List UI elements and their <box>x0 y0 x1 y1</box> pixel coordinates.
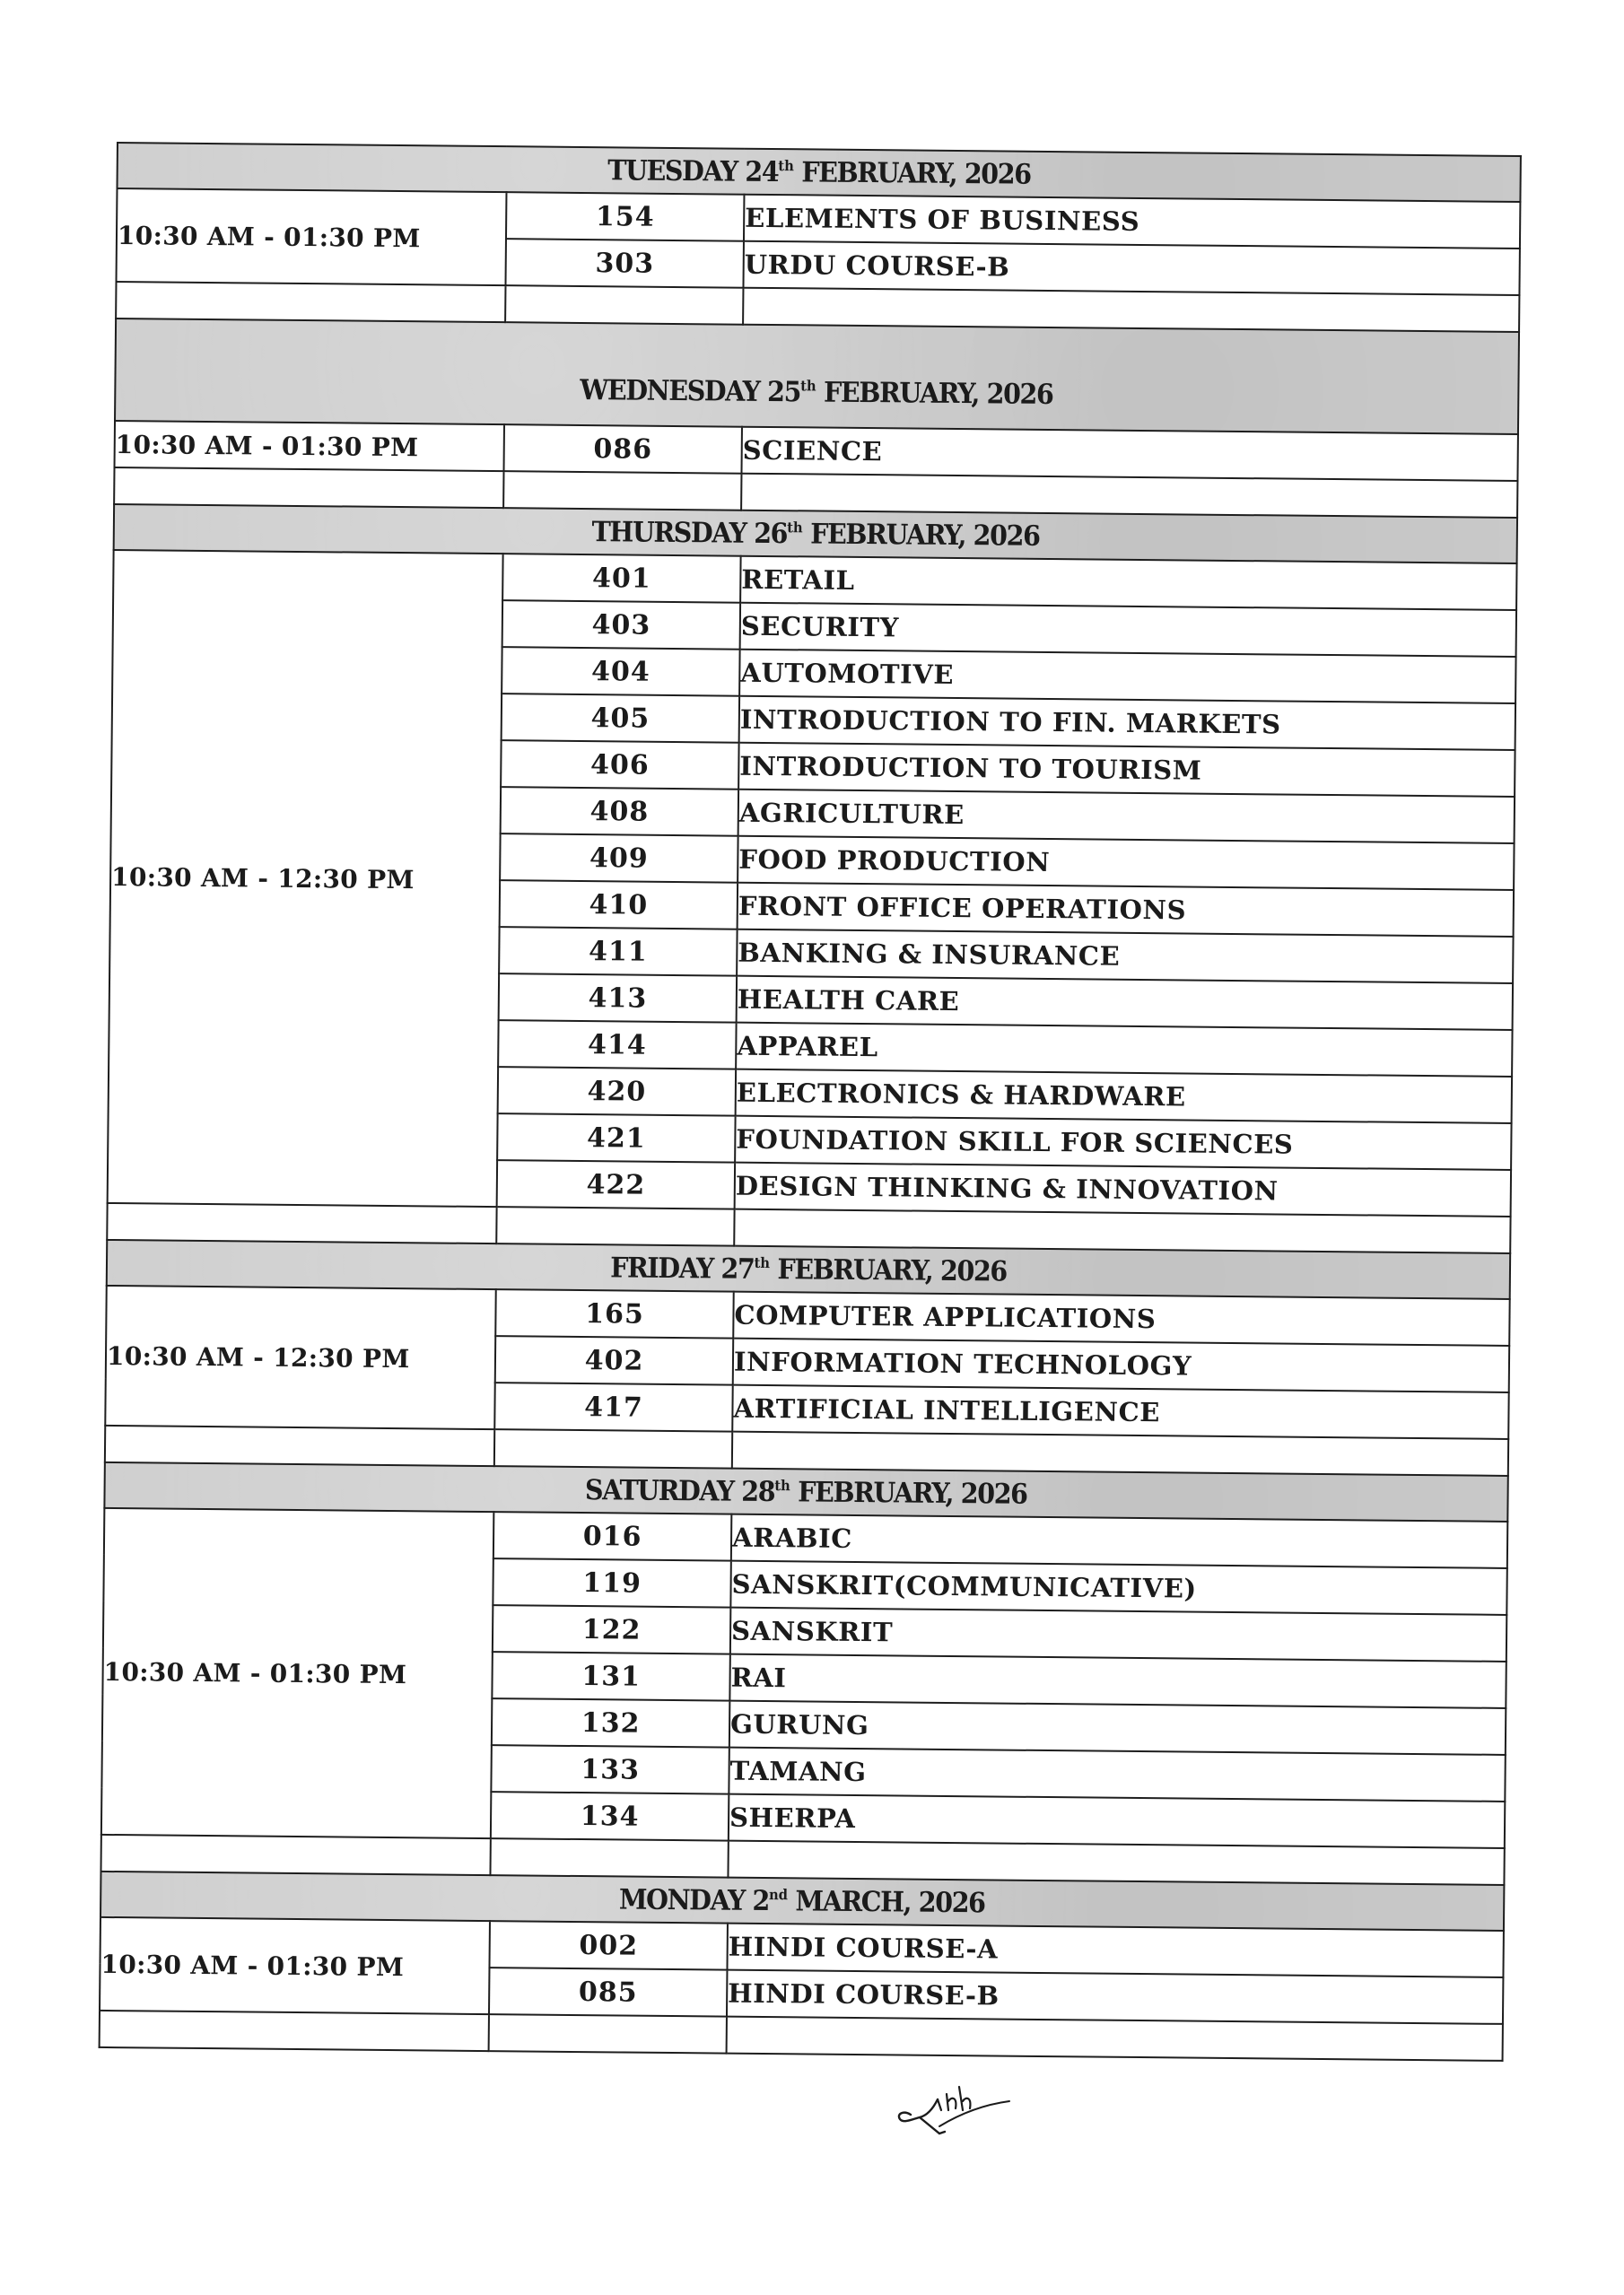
subject-code: 132 <box>492 1698 729 1748</box>
subject-code: 131 <box>492 1652 729 1701</box>
exam-date <box>619 1883 985 1919</box>
subject-code: 421 <box>497 1113 735 1163</box>
date-day: MONDAY 2 <box>619 1882 770 1917</box>
blank-cell <box>100 1835 490 1875</box>
subject-name: AGRICULTURE <box>738 790 1515 843</box>
day-header <box>115 319 1519 434</box>
subject-code: 417 <box>494 1383 732 1432</box>
subject-name: RETAIL <box>740 556 1516 610</box>
subject-code: 303 <box>505 239 743 288</box>
subject-name: ELEMENTS OF BUSINESS <box>744 195 1520 249</box>
date-day: SATURDAY 28 <box>585 1473 775 1508</box>
exam-date <box>581 374 1053 411</box>
date-ordinal-suffix: th <box>778 156 794 174</box>
subject-name: SANSKRIT(COMMUNICATIVE) <box>730 1561 1506 1615</box>
date-month-year: MARCH, 2026 <box>795 1884 986 1919</box>
date-day: FRIDAY 27 <box>609 1251 755 1286</box>
subject-code: 410 <box>500 880 738 929</box>
subject-name: BANKING & INSURANCE <box>737 929 1513 983</box>
exam-date <box>585 1474 1027 1511</box>
subject-code: 086 <box>503 424 741 474</box>
exam-time: 10:30 AM - 12:30 PM <box>108 550 503 1207</box>
subject-code: 154 <box>506 192 744 241</box>
subject-name: GURUNG <box>729 1701 1506 1755</box>
subject-name: INTRODUCTION TO TOURISM <box>738 743 1515 797</box>
subject-name: SANSKRIT <box>730 1608 1506 1662</box>
subject-name: DESIGN THINKING & INNOVATION <box>735 1163 1511 1217</box>
subject-code: 408 <box>501 787 738 836</box>
date-day: WEDNESDAY 25 <box>580 373 801 409</box>
blank-cell <box>503 471 741 510</box>
exam-schedule-sheet <box>99 142 1522 2062</box>
subject-name: ARTIFICIAL INTELLIGENCE <box>732 1385 1508 1439</box>
subject-name: INFORMATION TECHNOLOGY <box>733 1339 1509 1392</box>
exam-date <box>591 516 1039 553</box>
exam-schedule-table <box>99 142 1522 2062</box>
subject-code: 414 <box>498 1020 736 1069</box>
subject-code: 406 <box>501 740 738 790</box>
exam-date <box>610 1252 1007 1287</box>
subject-name: SECURITY <box>740 603 1516 657</box>
subject-name: APPAREL <box>736 1023 1512 1077</box>
exam-time: 10:30 AM - 01:30 PM <box>100 1917 490 2014</box>
day-header-row <box>115 319 1519 434</box>
blank-cell <box>100 2011 489 2051</box>
exam-time: 10:30 AM - 01:30 PM <box>117 188 507 285</box>
date-month-year: FEBRUARY, 2026 <box>800 155 1031 191</box>
subject-name: TAMANG <box>729 1748 1505 1802</box>
subject-code: 085 <box>489 1968 727 2017</box>
schedule-body <box>100 143 1521 2061</box>
subject-code: 002 <box>489 1921 727 1970</box>
exam-date <box>607 154 1031 191</box>
subject-name: INTRODUCTION TO FIN. MARKETS <box>739 696 1515 750</box>
exam-time: 10:30 AM - 01:30 PM <box>101 1508 493 1838</box>
subject-name: HEALTH CARE <box>737 976 1513 1030</box>
subject-name: FOUNDATION SKILL FOR SCIENCES <box>735 1116 1511 1170</box>
subject-name: FRONT OFFICE OPERATIONS <box>738 883 1514 937</box>
subject-code: 405 <box>502 694 739 743</box>
date-ordinal-suffix: th <box>754 1253 771 1271</box>
blank-cell <box>490 1838 728 1878</box>
date-day: THURSDAY 26 <box>591 515 788 550</box>
subject-code: 403 <box>502 600 740 650</box>
subject-name: HINDI COURSE-A <box>727 1924 1503 1977</box>
date-month-year: FEBRUARY, 2026 <box>809 517 1040 553</box>
blank-cell <box>116 282 505 322</box>
subject-code: 409 <box>500 833 738 883</box>
subject-name: ELECTRONICS & HARDWARE <box>736 1069 1512 1123</box>
date-day: TUESDAY 24 <box>607 153 779 188</box>
subject-name: RAI <box>729 1654 1506 1708</box>
subject-code: 413 <box>499 973 737 1023</box>
subject-code: 119 <box>493 1558 730 1608</box>
exam-time: 10:30 AM - 12:30 PM <box>105 1286 495 1429</box>
date-ordinal-suffix: nd <box>769 1885 789 1903</box>
date-month-year: FEBRUARY, 2026 <box>777 1252 1007 1288</box>
blank-cell <box>494 1429 732 1469</box>
subject-name: COMPUTER APPLICATIONS <box>733 1292 1509 1346</box>
date-ordinal-suffix: th <box>774 1476 791 1494</box>
subject-name: HINDI COURSE-B <box>727 1970 1503 2024</box>
blank-cell <box>105 1426 494 1466</box>
blank-cell <box>727 2017 1503 2061</box>
subject-name: SCIENCE <box>741 427 1517 481</box>
subject-name: ARABIC <box>731 1514 1507 1568</box>
subject-code: 422 <box>497 1160 735 1209</box>
signature-icon <box>884 2074 1018 2146</box>
blank-cell <box>505 285 743 325</box>
date-ordinal-suffix: th <box>800 377 817 395</box>
subject-name: SHERPA <box>729 1794 1505 1848</box>
date-month-year: FEBRUARY, 2026 <box>824 376 1054 412</box>
date-ordinal-suffix: th <box>786 518 803 536</box>
subject-code: 134 <box>491 1792 729 1841</box>
exam-time: 10:30 AM - 01:30 PM <box>115 421 504 471</box>
blank-cell <box>496 1207 734 1246</box>
subject-name: URDU COURSE-B <box>743 241 1519 295</box>
blank-cell <box>107 1203 496 1243</box>
subject-code: 133 <box>491 1745 729 1794</box>
subject-code: 411 <box>499 927 737 976</box>
subject-code: 122 <box>493 1605 730 1654</box>
blank-cell <box>489 2014 727 2054</box>
date-month-year: FEBRUARY, 2026 <box>798 1475 1028 1511</box>
subject-code: 404 <box>502 647 739 696</box>
subject-name: AUTOMOTIVE <box>739 650 1515 703</box>
subject-code: 402 <box>495 1336 733 1385</box>
subject-name: FOOD PRODUCTION <box>738 836 1514 890</box>
subject-code: 165 <box>495 1289 733 1339</box>
subject-code: 420 <box>498 1067 736 1116</box>
blank-cell <box>114 467 503 508</box>
subject-code: 401 <box>502 554 740 603</box>
subject-code: 016 <box>493 1512 731 1561</box>
